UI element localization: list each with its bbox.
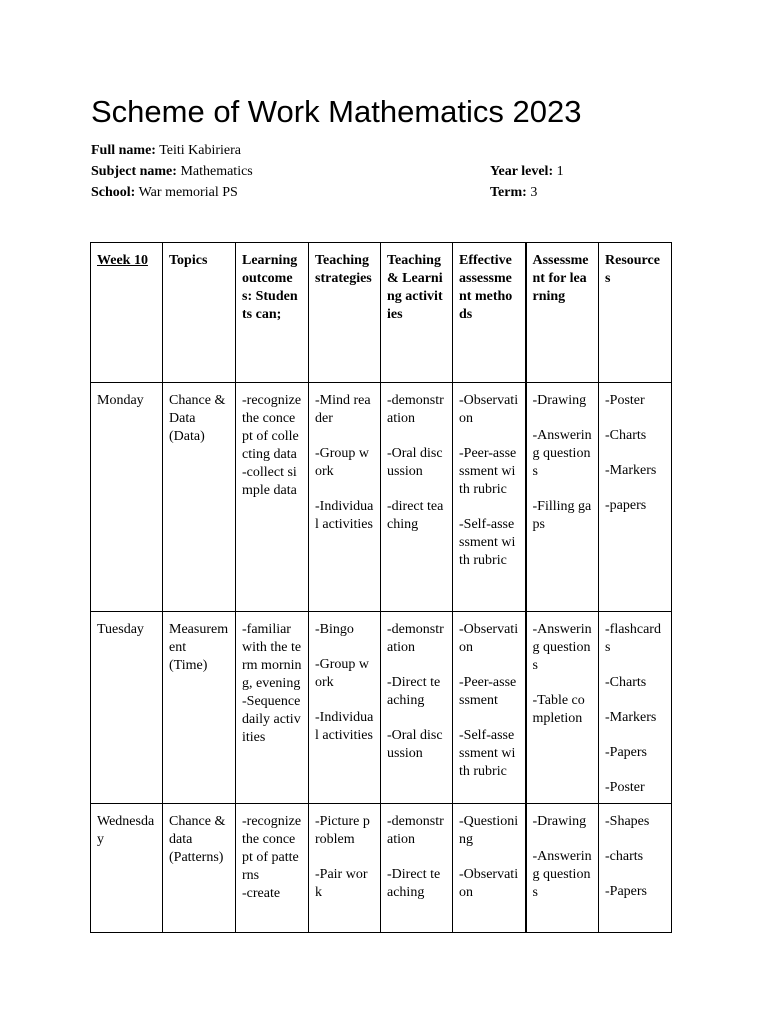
outcome-item: -recognize the concept of patterns xyxy=(242,814,302,883)
outcome-item: -familiar with the term morning, evening xyxy=(242,622,302,691)
resource-item: -Poster xyxy=(605,393,645,408)
header-assessment-for-learning: Assessment for learning xyxy=(526,243,599,383)
activities-cell xyxy=(381,804,453,933)
topic-cell xyxy=(163,612,236,804)
strategies-cell xyxy=(309,804,381,933)
assessment-methods-cell xyxy=(453,804,526,933)
assessment-methods-cell xyxy=(453,612,526,804)
resource-item: -Shapes xyxy=(605,814,650,829)
topic-line: (Data) xyxy=(169,429,205,444)
school-label: School: xyxy=(91,185,136,200)
year-label: Year level: xyxy=(490,164,554,179)
header-learning-outcomes: Learning outcomes: Students can; xyxy=(236,243,309,383)
topic-line: (Time) xyxy=(169,658,208,673)
afl-item: -Drawing xyxy=(532,814,587,829)
resources-cell xyxy=(599,383,672,612)
afl-item: -Drawing xyxy=(532,393,587,408)
outcome-item: -collect simple data xyxy=(242,465,297,498)
header-topics: Topics xyxy=(163,243,236,383)
resource-item: -Poster xyxy=(605,780,645,795)
header-assessment-methods: Effective assessment methods xyxy=(453,243,526,383)
assessment-method-item: -Questioning xyxy=(459,814,519,847)
topic-line: Chance &Data xyxy=(169,393,226,426)
header-week: Week 10 xyxy=(91,243,163,383)
school-value: War memorial PS xyxy=(138,185,238,200)
resource-item: -Markers xyxy=(605,463,657,478)
assessment-method-item: -Peer-assessment xyxy=(459,675,517,708)
strategy-item: -Bingo xyxy=(315,622,354,637)
assessment-method-item: -Observation xyxy=(459,867,519,900)
topic-line: Measurement xyxy=(169,622,229,655)
year-value: 1 xyxy=(556,164,564,179)
afl-item: -Answering questions xyxy=(532,849,592,900)
day-cell: Wednesday xyxy=(91,804,163,933)
activity-item: -demonstration xyxy=(387,814,444,847)
table-header-row xyxy=(91,243,672,383)
outcome-item: -create xyxy=(242,886,281,901)
subject-line xyxy=(91,162,253,182)
school-line xyxy=(91,183,238,203)
scheme-table xyxy=(90,242,672,933)
resource-item: -Papers xyxy=(605,884,647,899)
assessment-for-learning-cell xyxy=(526,612,599,804)
resources-cell xyxy=(599,804,672,933)
assessment-method-item: -Observation xyxy=(459,393,519,426)
topic-cell xyxy=(163,804,236,933)
outcomes-cell xyxy=(236,612,309,804)
activities-cell xyxy=(381,383,453,612)
afl-item: -Table completion xyxy=(532,693,585,726)
page-title: Scheme of Work Mathematics 2023 xyxy=(91,94,582,129)
subject-label: Subject name: xyxy=(91,164,177,179)
full-name-label: Full name: xyxy=(91,143,156,158)
strategies-cell xyxy=(309,383,381,612)
assessment-method-item: -Self-assessment with rubric xyxy=(459,517,516,568)
outcomes-cell xyxy=(236,804,309,933)
term-line xyxy=(490,183,537,203)
full-name-line xyxy=(91,141,241,161)
header-resources: Resources xyxy=(599,243,672,383)
full-name-value: Teiti Kabiriera xyxy=(159,143,242,158)
topic-line: Chance & data xyxy=(169,814,226,847)
resource-item: -Charts xyxy=(605,428,647,443)
term-value: 3 xyxy=(530,185,538,200)
resources-cell xyxy=(599,612,672,804)
afl-item: -Answering questions xyxy=(532,428,592,479)
table-row xyxy=(91,804,672,933)
afl-item: -Answering questions xyxy=(532,622,592,673)
outcomes-cell xyxy=(236,383,309,612)
activity-item: -demonstration xyxy=(387,622,444,655)
assessment-method-item: -Observation xyxy=(459,622,519,655)
header-teaching-learning-activities: Teaching & Learning activities xyxy=(381,243,453,383)
resource-item: -flashcards xyxy=(605,622,661,655)
topic-cell xyxy=(163,383,236,612)
day-cell: Tuesday xyxy=(91,612,163,804)
strategy-item: -Individual activities xyxy=(315,710,374,743)
strategy-item: -Group work xyxy=(315,446,370,479)
assessment-for-learning-cell xyxy=(526,383,599,612)
year-line xyxy=(490,162,564,182)
strategy-item: -Picture problem xyxy=(315,814,370,847)
term-label: Term: xyxy=(490,185,527,200)
outcome-item: -Sequence daily activities xyxy=(242,694,301,745)
strategy-item: -Individual activities xyxy=(315,499,374,532)
resource-item: -Papers xyxy=(605,745,647,760)
outcome-item: -recognize the concept of collecting data xyxy=(242,393,302,462)
day-cell: Monday xyxy=(91,383,163,612)
activities-cell xyxy=(381,612,453,804)
activity-item: -Direct teaching xyxy=(387,867,441,900)
header-teaching-strategies: Teaching strategies xyxy=(309,243,381,383)
activity-item: -Direct teaching xyxy=(387,675,441,708)
assessment-method-item: -Peer-assessment with rubric xyxy=(459,446,517,497)
strategy-item: -Group work xyxy=(315,657,370,690)
strategy-item: -Pair work xyxy=(315,867,368,900)
afl-item: -Filling gaps xyxy=(532,499,592,532)
table-row xyxy=(91,612,672,804)
assessment-method-item: -Self-assessment with rubric xyxy=(459,728,516,779)
activity-item: -Oral discussion xyxy=(387,728,443,761)
strategy-item: -Mind reader xyxy=(315,393,371,426)
topic-line: (Patterns) xyxy=(169,850,224,865)
resource-item: -Charts xyxy=(605,675,647,690)
resource-item: -Markers xyxy=(605,710,657,725)
subject-value: Mathematics xyxy=(180,164,253,179)
assessment-methods-cell xyxy=(453,383,526,612)
activity-item: -demonstration xyxy=(387,393,444,426)
table-row xyxy=(91,383,672,612)
strategies-cell xyxy=(309,612,381,804)
assessment-for-learning-cell xyxy=(526,804,599,933)
activity-item: -Oral discussion xyxy=(387,446,443,479)
activity-item: -direct teaching xyxy=(387,499,444,532)
resource-item: -papers xyxy=(605,498,647,513)
resource-item: -charts xyxy=(605,849,644,864)
